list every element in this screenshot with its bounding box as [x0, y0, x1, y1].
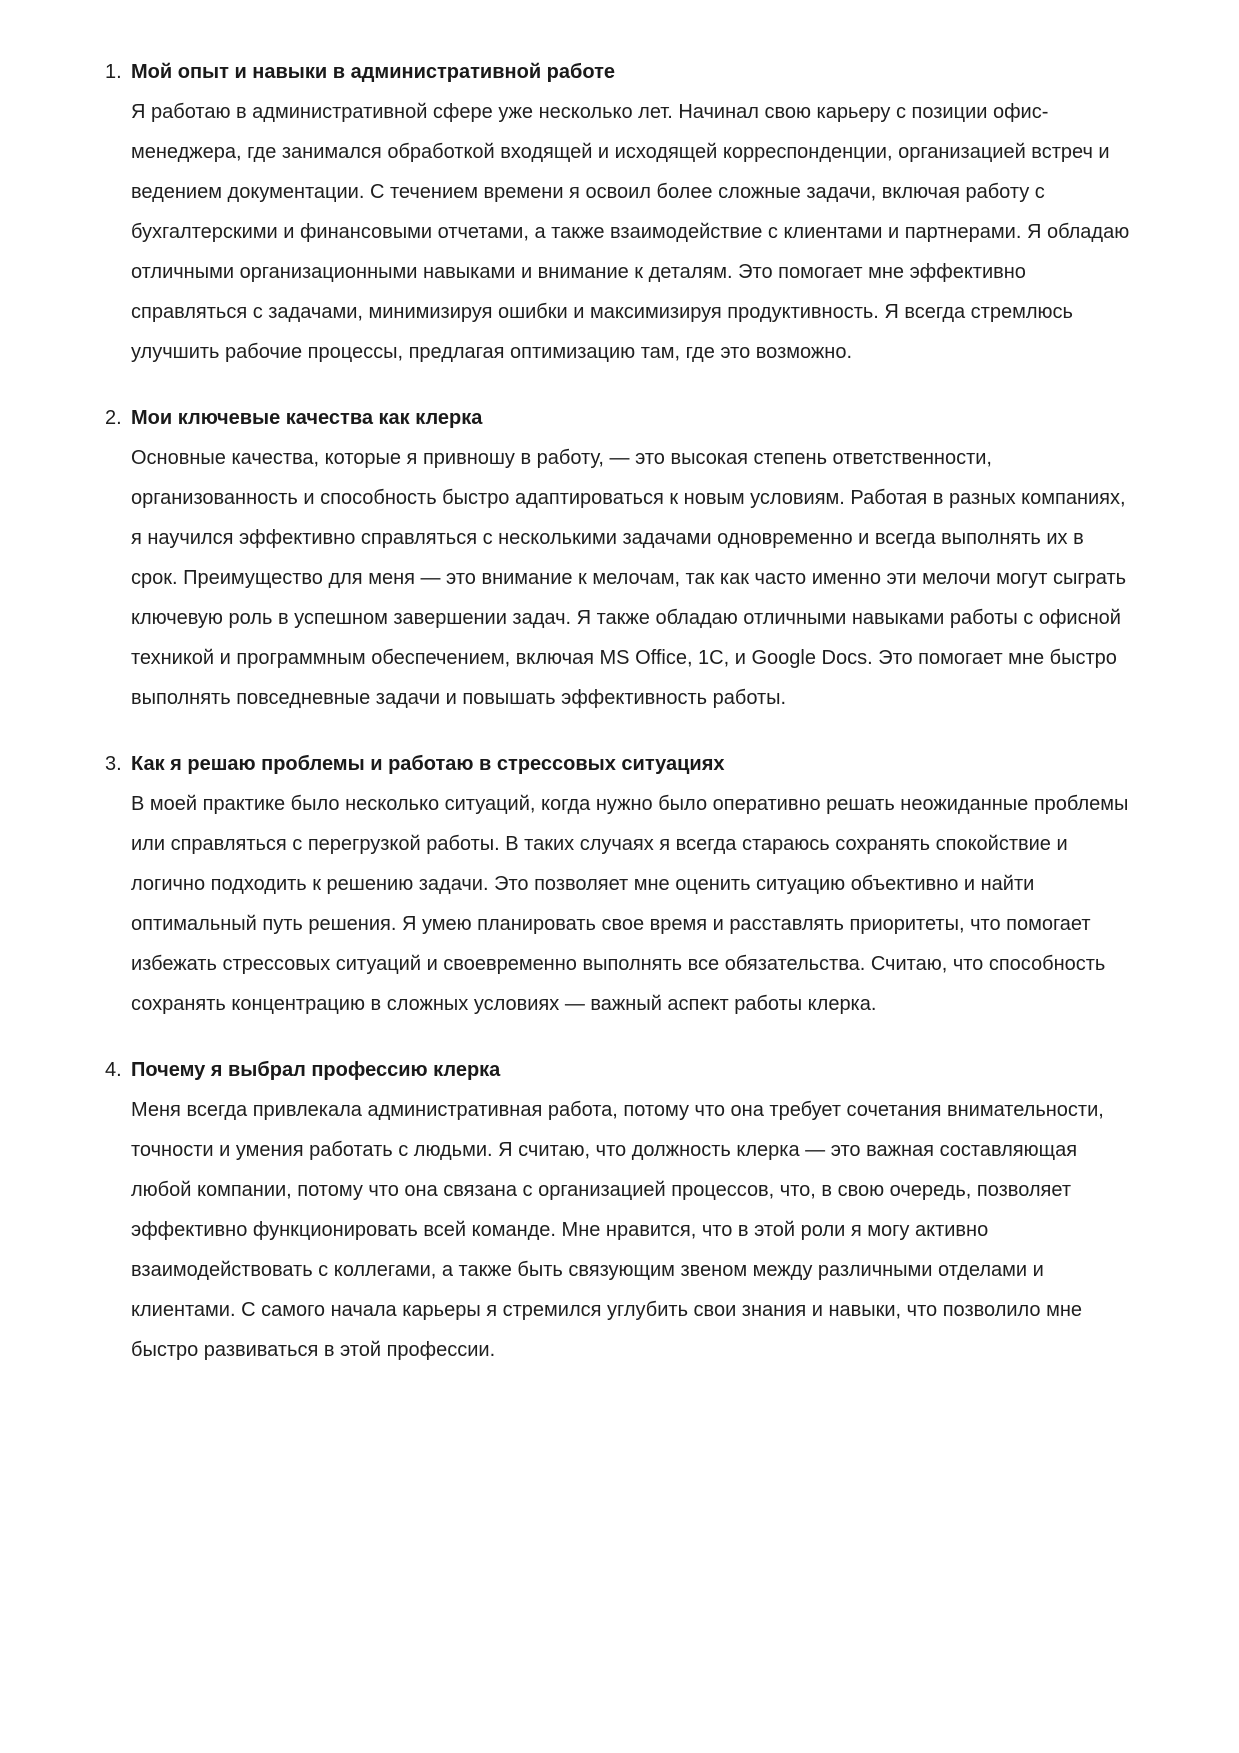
list-item — [105, 398, 1133, 718]
section-number: 1. — [105, 61, 122, 83]
section-number: 4. — [105, 1059, 122, 1081]
numbered-list — [105, 52, 1133, 1370]
section-paragraph: Меня всегда привлекала административная работа, потому что она требует сочетания внимательности, точности и умения работать с людьми. Я считаю, что должность клерка — это важная составляющая любой компании, потому что она связана с организацией процессов, что, в свою очередь, позволяет эффективно функционировать всей команде. Мне нравится, что в этой роли я могу активно взаимодействовать с коллегами, а также быть связующим звеном между различными отделами и клиентами. С самого начала карьеры я стремился углубить свои знания и навыки, что позволило мне быстро развиваться в этой профессии. — [131, 1099, 1104, 1361]
section-number: 2. — [105, 407, 122, 429]
section-content — [131, 52, 1133, 372]
section-title: Как я решаю проблемы и работаю в стрессовых ситуациях — [131, 753, 725, 775]
list-item — [105, 744, 1133, 1024]
section-title: Мой опыт и навыки в административной работе — [131, 61, 616, 83]
list-item — [105, 1050, 1133, 1370]
section-content — [131, 1050, 1133, 1370]
section-number: 3. — [105, 753, 122, 775]
section-paragraph: Я работаю в административной сфере уже несколько лет. Начинал свою карьеру с позиции офис-менеджера, где занимался обработкой входящей и исходящей корреспонденции, организацией встреч и ведением документации. С течением времени я освоил более сложные задачи, включая работу с бухгалтерскими и финансовыми отчетами, а также взаимодействие с клиентами и партнерами. Я обладаю отличными организационными навыками и внимание к деталям. Это помогает мне эффективно справляться с задачами, минимизируя ошибки и максимизируя продуктивность. Я всегда стремлюсь улучшить рабочие процессы, предлагая оптимизацию там, где это возможно. — [131, 101, 1130, 363]
section-paragraph: В моей практике было несколько ситуаций, когда нужно было оперативно решать неожиданные проблемы или справляться с перегрузкой работы. В таких случаях я всегда стараюсь сохранять спокойствие и логично подходить к решению задачи. Это позволяет мне оценить ситуацию объективно и найти оптимальный путь решения. Я умею планировать свое время и расставлять приоритеты, что помогает избежать стрессовых ситуаций и своевременно выполнять все обязательства. Считаю, что способность сохранять концентрацию в сложных условиях — важный аспект работы клерка. — [131, 793, 1129, 1015]
section-title: Почему я выбрал профессию клерка — [131, 1059, 501, 1081]
section-title: Мои ключевые качества как клерка — [131, 407, 483, 429]
list-item — [105, 52, 1133, 372]
section-paragraph: Основные качества, которые я привношу в работу, — это высокая степень ответственности, организованность и способность быстро адаптироваться к новым условиям. Работая в разных компаниях, я научился эффективно справляться с несколькими задачами одновременно и всегда выполнять их в срок. Преимущество для меня — это внимание к мелочам, так как часто именно эти мелочи могут сыграть ключевую роль в успешном завершении задач. Я также обладаю отличными навыками работы с офисной техникой и программным обеспечением, включая MS Office, 1С, и Google Docs. Это помогает мне быстро выполнять повседневные задачи и повышать эффективность работы. — [131, 447, 1127, 709]
section-content — [131, 744, 1133, 1024]
section-content — [131, 398, 1133, 718]
